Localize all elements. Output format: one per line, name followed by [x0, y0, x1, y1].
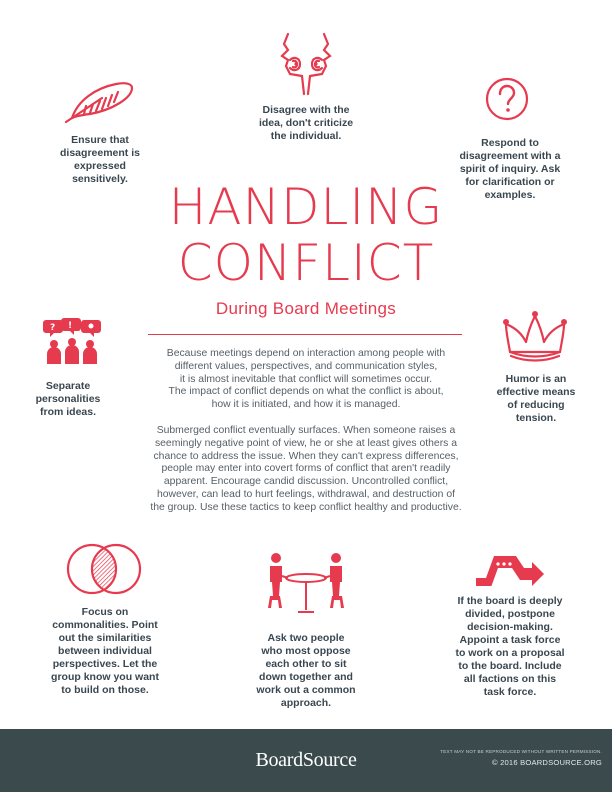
tip-two-people: Ask two people who most oppose each other to sit down together and work out a common approach.: [256, 632, 356, 709]
tip-disagree-idea: Disagree with the idea, don't criticize the individual.: [258, 104, 354, 142]
two-people-at-table-icon: [266, 548, 346, 620]
footer-brand-logo: BoardSource: [255, 749, 357, 771]
footer-notice: TEXT MAY NOT BE REPRODUCED WITHOUT WRITTEN PERMISSION.: [440, 749, 602, 754]
title-divider: [148, 334, 462, 335]
tip-commonalities: Focus on commonalities. Point out the similarities between individual perspectives. Let the group know you want to build on those.: [51, 606, 159, 696]
tip-inquiry: Respond to disagreement with a spirit of inquiry. Ask for clarification or examples.: [459, 137, 561, 201]
intro-paragraph: Because meetings depend on interaction among people with different values, perspectives, and communication styles, it is almost inevitable that conflict will sometimes occur. The impact of conflict depends on what the conflict is about, how it is initiated, and how it is managed.: [166, 348, 446, 411]
venn-diagram-icon: [64, 540, 144, 598]
tip-separate: Separate personalities from ideas.: [35, 380, 101, 418]
people-with-speech-bubbles-icon: [42, 316, 102, 366]
question-mark-icon: [484, 76, 530, 122]
page-title-line1: HANDLING: [168, 178, 444, 236]
two-faces-icon: [276, 30, 336, 96]
detour-arrow-icon: [474, 552, 546, 586]
feather-icon: [62, 76, 140, 124]
body-paragraph: Submerged conflict eventually surfaces. When someone raises a seemingly negative point of view, he or she at least gives others a chance to address the issue. When they can't express differences, people may enter into covert forms of conflict that aren't readily apparent. Encourage candid discussion. Uncontrolled conflict, however, can lead to hurt feelings, withdrawal, and destruction of the group. Use these tactics to keep conflict healthy and productive.: [150, 425, 462, 513]
page-title-line2: CONFLICT: [177, 234, 435, 292]
tip-sensitive: Ensure that disagreement is expressed sensitively.: [60, 134, 140, 185]
footer-copyright: © 2016 BOARDSOURCE.ORG: [491, 758, 602, 767]
svg-text:?: ?: [50, 323, 56, 333]
jester-hat-icon: [502, 310, 568, 362]
footer: [0, 729, 612, 792]
svg-text:!: !: [68, 321, 73, 331]
page-subtitle: During Board Meetings: [215, 299, 397, 318]
tip-postpone: If the board is deeply divided, postpone decision-making. Appoint a task force to work on a proposal to the board. Include all factions on this task force.: [455, 595, 565, 698]
tip-humor: Humor is an effective means of reducing tension.: [496, 373, 576, 424]
